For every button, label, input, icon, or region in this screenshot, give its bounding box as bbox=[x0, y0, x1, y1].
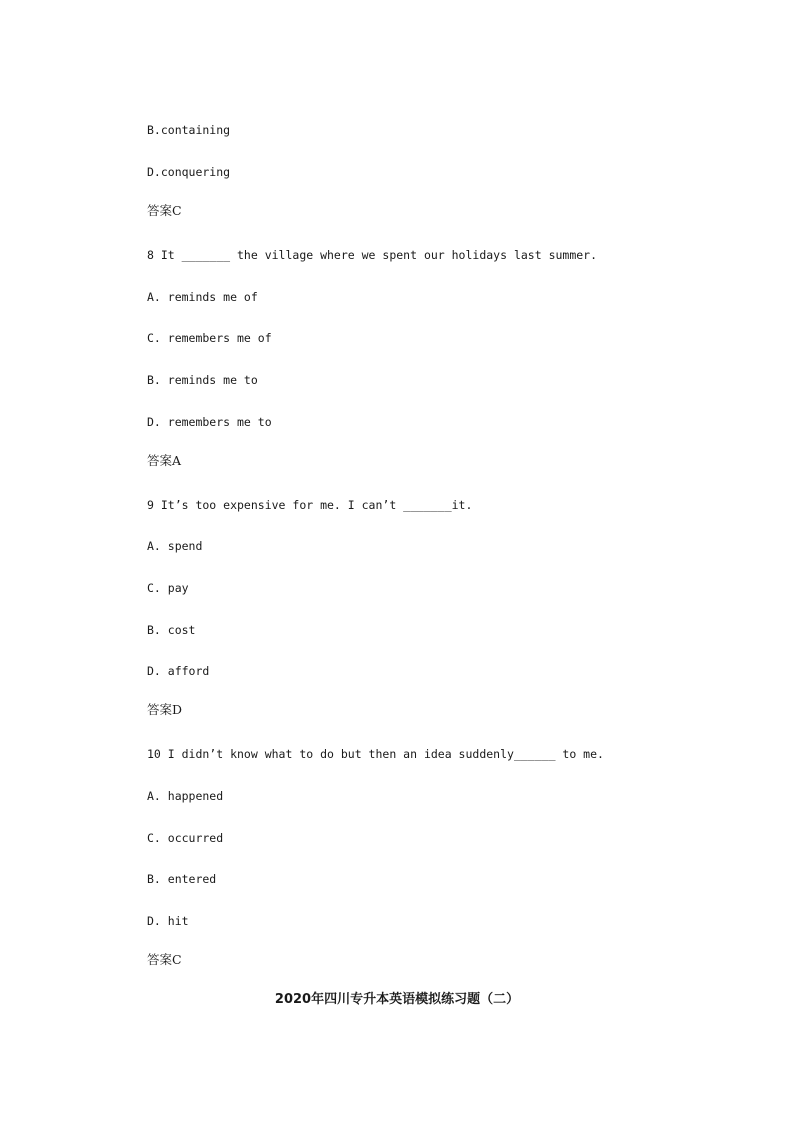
q8-option-b: B. reminds me to bbox=[147, 373, 258, 387]
question-9: 9 It’s too expensive for me. I can’t _______it. bbox=[147, 498, 473, 512]
option-d-conquering: D.conquering bbox=[147, 165, 231, 179]
question-8: 8 It _______ the village where we spent our holidays last summer. bbox=[147, 248, 598, 262]
q8-option-d: D. remembers me to bbox=[147, 415, 272, 429]
option-b-containing: B.containing bbox=[147, 123, 231, 137]
q9-option-c: C. pay bbox=[147, 581, 189, 595]
q8-option-c: C. remembers me of bbox=[147, 331, 272, 345]
q10-option-b: B. entered bbox=[147, 872, 217, 886]
answer-10: 答案C bbox=[147, 952, 182, 967]
q10-option-d: D. hit bbox=[147, 914, 189, 928]
q10-option-c: C. occurred bbox=[147, 831, 224, 845]
q9-option-a: A. spend bbox=[147, 539, 203, 553]
answer-7: 答案C bbox=[147, 203, 182, 218]
q9-option-d: D. afford bbox=[147, 664, 210, 678]
answer-9: 答案D bbox=[147, 702, 183, 717]
question-10: 10 I didn’t know what to do but then an idea suddenly______ to me. bbox=[147, 747, 604, 761]
section-title: 2020年四川专升本英语模拟练习题（二） bbox=[274, 992, 520, 1007]
q10-option-a: A. happened bbox=[147, 789, 224, 803]
q9-option-b: B. cost bbox=[147, 623, 196, 637]
answer-8: 答案A bbox=[147, 453, 182, 468]
q8-option-a: A. reminds me of bbox=[147, 290, 258, 304]
